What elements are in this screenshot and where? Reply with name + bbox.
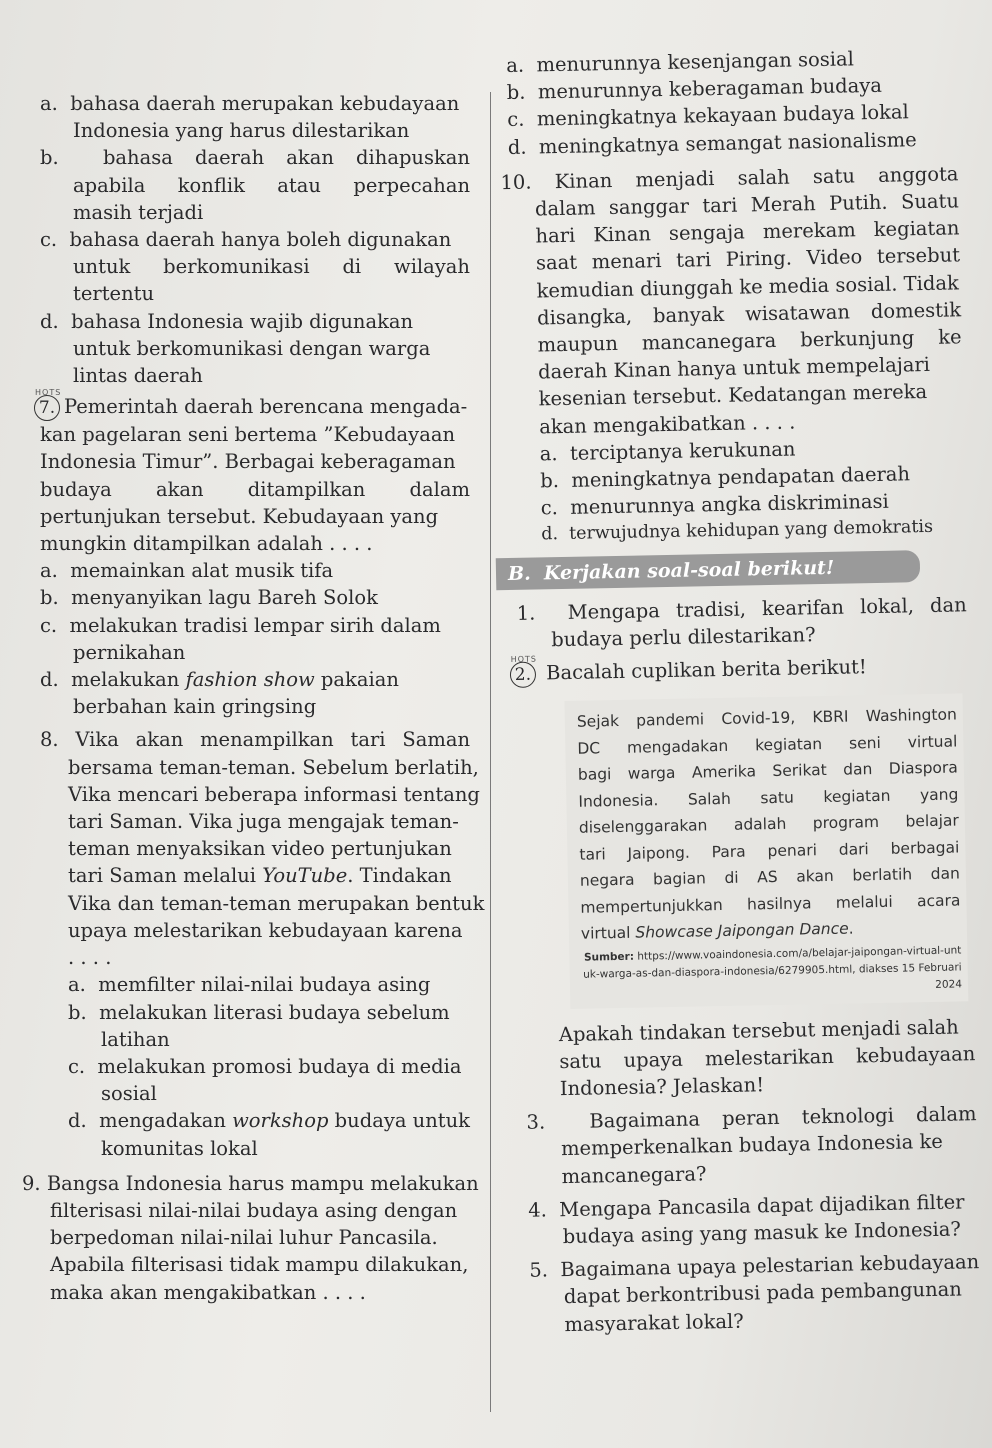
left-column	[22, 90, 485, 1306]
option-a: a. terciptanya kerukunan	[539, 437, 796, 466]
section-b-header: B. Kerjakan soal-soal berikut!	[496, 550, 921, 590]
hots-badge: HOTS 7.	[34, 395, 60, 421]
question-10: 10. Kinan menjadi salah satu anggota dalam sanggar tari Merah Putih. Suatu hari Kinan sengaja merekam kegiatan saat menari tari Piring. Video tersebut kemudian diunggah ke media sosial. Tidak disangka, banyak wisatawan domestik maupun mancanegara berkunjung ke daerah Kinan hanya untuk mempelajari kesenian tersebut. Kedatangan mereka akan mengakibatkan . . . . a. terciptanya kerukunan b. meningkatnya pendapatan daerah c. menurunnya angka diskriminasi d. terwujudnya kehidupan yang demokratis	[500, 160, 965, 550]
question-8: 8. Vika akan menampilkan tari Saman bersama teman-teman. Sebelum berlatih, Vika mencari beberapa informasi tentang tari Saman. Vika juga mengajak teman- teman menyaksikan video pertunjukan tari Saman melalui YouTube. Tindakan Vika dan teman-teman merupakan bentuk upaya melestarikan kebudayaan karena . . . . a. memfilter nilai-nilai budaya asing b. melakukan literasi budaya sebelum latihan c. melakukan promosi budaya di media sosial d. mengadakan workshop budaya untuk komunitas lokal	[40, 728, 485, 1160]
option-c: c. melakukan promosi budaya di media	[68, 1054, 462, 1078]
q9-options	[506, 43, 958, 160]
essay-5: 5. Bagaimana upaya pelestarian kebudayaan dapat berkontribusi pada pembangunan masyarakat lokal?	[529, 1250, 980, 1336]
question-7: HOTS 7. Pemerintah daerah berencana mengada- kan pagelaran seni bertema ”Kebudayaan Indonesia Timur”. Berbagai keberagaman budaya akan ditampilkan dalam pertunjukan tersebut. Kebudayaan yang mungkin ditampilkan adalah . . . . a. memainkan alat musik tifa b. menyanyikan lagu Bareh Solok c. melakukan tradisi lempar sirih dalam pernikahan d. melakukan fashion show pakaian berbahan kain gringsing	[35, 388, 470, 719]
essay-1: 1. Mengapa tradisi, kearifan lokal, dan budaya perlu dilestarikan?	[516, 592, 967, 652]
option-c: c. melakukan tradisi lempar sirih dalam	[40, 613, 441, 637]
option-b: b. menyanyikan lagu Bareh Solok	[40, 586, 378, 610]
column-divider	[490, 92, 491, 1412]
q6-options: a. bahasa daerah merupakan kebudayaan Indonesia yang harus dilestarikan b. bahasa daerah akan dihapuskan apabila konflik atau perpecahan masih terjadi c. bahasa daerah hanya boleh digunakan untuk berkomunikasi di wilayah tertentu d. bahasa Indonesia wajib digunakan untuk berkomunikasi dengan warga lintas daerah	[40, 92, 470, 388]
option-a: a. memfilter nilai-nilai budaya asing	[68, 973, 431, 997]
option-d: d. melakukan fashion show pakaian	[40, 668, 399, 692]
option-a: a. memainkan alat musik tifa	[40, 559, 334, 583]
option-b: b. menurunnya keberagaman budaya	[506, 73, 883, 105]
option-c: c. bahasa daerah hanya boleh digunakan	[40, 228, 452, 252]
hots-badge: HOTS 2.	[510, 662, 536, 688]
option-b: b. bahasa daerah akan dihapuskan	[40, 146, 470, 170]
option-d: d. terwujudnya kehidupan yang demokratis	[541, 517, 934, 545]
essay-3: 3. Bagaimana peran teknologi dalam memperkenalkan budaya Indonesia ke mancanegara?	[526, 1102, 977, 1188]
news-source: Sumber: https://www.voaindonesia.com/a/belajar-jaipongan-virtual-untuk-warga-as-dan-diaspora-indonesia/6279905.html, diakses 15 Februari 2024	[583, 943, 963, 991]
essay-2: HOTS 2. Bacalah cuplikan berita berikut! Sejak pandemi Covid-19, KBRI Washington DC mengadakan kegiatan seni virtual bagi warga Amerika Serikat dan Diaspora Indonesia. Salah satu kegiatan yang diselenggarakan adalah program belajar tari Jaipong. Para penari dari berbagai negara bagian di AS akan berlatih dan mempertunjukkan hasilnya melalui acara virtual Showcase Jaipongan Dance. Sumber: https://www.voaindonesia.com/a/belajar-jaipongan-virtual-untuk-warga-as-dan-diaspora-indonesia/6279905.html, diakses 15 Februari 2024 Apakah tindakan tersebut menjadi salah satu upaya melestarikan kebudayaan Indonesia? Jelaskan!	[510, 654, 976, 1101]
right-column	[500, 43, 981, 1338]
option-a: a. bahasa daerah merupakan kebudayaan	[40, 92, 460, 115]
option-c: c. menurunnya angka diskriminasi	[540, 489, 890, 520]
option-b: b. meningkatnya pendapatan daerah	[540, 462, 911, 493]
option-a: a. menurunnya kesenjangan sosial	[506, 47, 855, 77]
question-9: 9. Bangsa Indonesia harus mampu melakukan filterisasi nilai-nilai budaya asing dengan berpedoman nilai-nilai luhur Pancasila. Apabila filterisasi tidak mampu dilakukan, maka akan mengakibatkan . . . .	[22, 1171, 479, 1304]
news-excerpt: Sejak pandemi Covid-19, KBRI Washington DC mengadakan kegiatan seni virtual bagi warga Amerika Serikat dan Diaspora Indonesia. Salah satu kegiatan yang diselenggarakan adalah program belajar tari Jaipong. Para penari dari berbagai negara bagian di AS akan berlatih dan mempertunjukkan hasilnya melalui acara virtual Showcase Jaipongan Dance. Sumber: https://www.voaindonesia.com/a/belajar-jaipongan-virtual-untuk-warga-as-dan-diaspora-indonesia/6279905.html, diakses 15 Februari 2024	[564, 693, 968, 1008]
option-d: d. mengadakan workshop budaya untuk	[68, 1109, 470, 1133]
option-d: d. bahasa Indonesia wajib digunakan	[40, 309, 414, 333]
option-d: d. meningkatnya semangat nasionalisme	[507, 127, 917, 159]
essay-4: 4. Mengapa Pancasila dapat dijadikan filter budaya asing yang masuk ke Indonesia?	[528, 1190, 965, 1249]
option-c: c. meningkatnya kekayaan budaya lokal	[507, 100, 909, 132]
option-b: b. melakukan literasi budaya sebelum	[68, 1000, 450, 1024]
